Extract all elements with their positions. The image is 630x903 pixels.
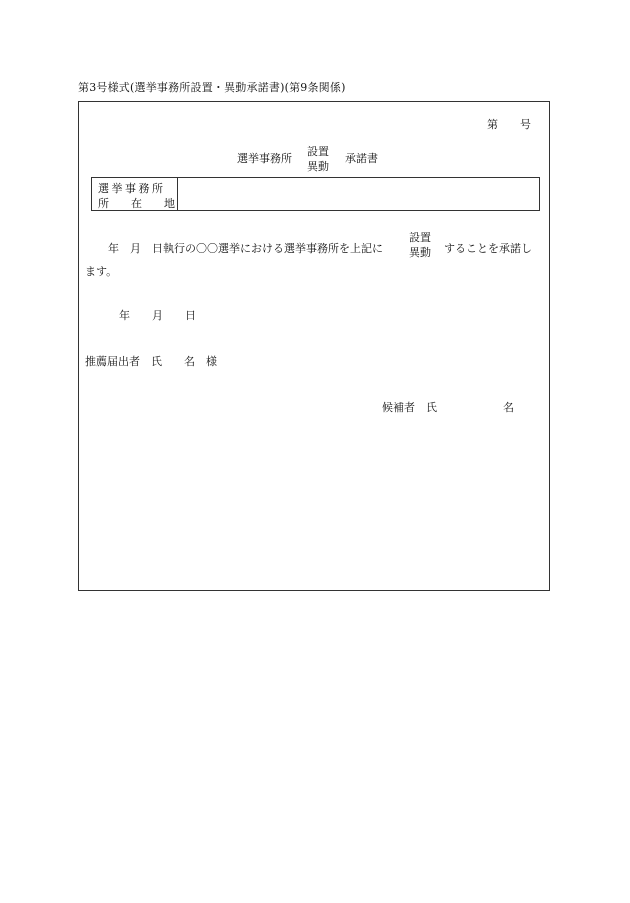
form-caption: 第3号様式(選挙事務所設置・異動承諾書)(第9条関係): [78, 81, 346, 94]
body-line2: ます。: [85, 265, 118, 278]
title-option-setup: 設置: [307, 145, 329, 158]
office-address-label-line2: 所 在 地: [98, 197, 175, 210]
title-options: [307, 144, 329, 174]
body-option-change: 異動: [409, 246, 431, 259]
body-option-setup: 設置: [409, 231, 431, 244]
candidate-line: 候補者 氏 名: [382, 401, 514, 414]
title-prefix: 選挙事務所: [237, 152, 292, 165]
body-line1-suffix: することを承諾し: [444, 242, 532, 255]
body-options: [409, 230, 431, 260]
office-address-label-line1: 選挙事務所: [98, 182, 166, 195]
title-suffix: 承諾書: [345, 152, 378, 165]
office-address-label: [92, 178, 178, 210]
office-address-value[interactable]: [178, 178, 539, 210]
title-option-change: 異動: [307, 160, 329, 173]
body-line1-prefix: 年 月 日執行の〇〇選挙における選挙事務所を上記に: [97, 242, 383, 255]
form-frame: [78, 101, 550, 591]
date-line: 年 月 日: [119, 309, 196, 322]
recommender-line: 推薦届出者 氏 名 様: [85, 355, 217, 368]
office-address-table: [91, 177, 540, 211]
document-number: 第 号: [487, 118, 531, 131]
